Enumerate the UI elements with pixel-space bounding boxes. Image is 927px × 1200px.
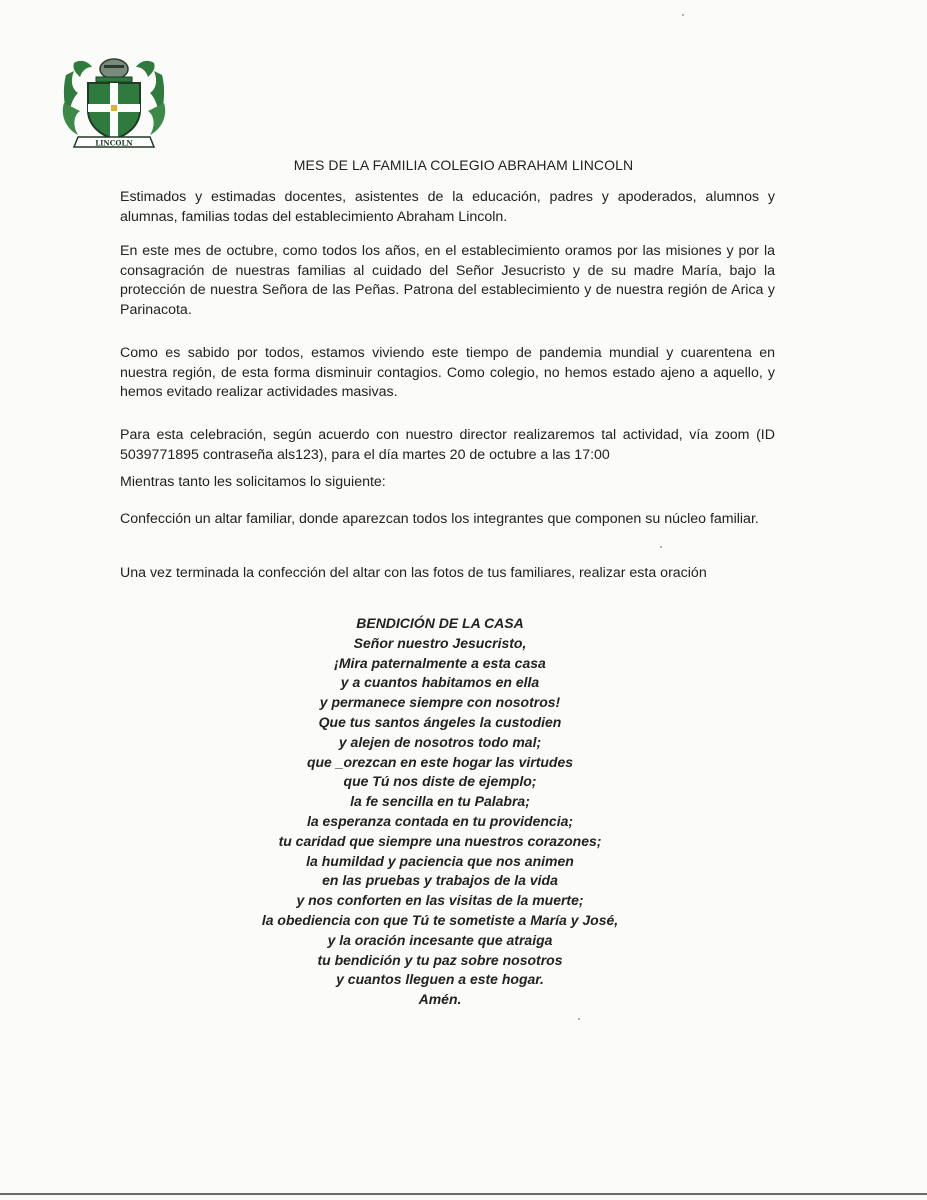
paragraph-prayer-instruction: Una vez terminada la confección del altar con las fotos de tus familiares, realizar esta oración	[120, 565, 707, 581]
prayer-line: y nos conforten en las visitas de la muerte;	[296, 892, 584, 909]
paragraph-october: En este mes de octubre, como todos los años, en el establecimiento oramos por las misiones y por la consagración de nuestras familias al cuidado del Señor Jesucristo y de su madre María, bajo la protección de nuestra Señora de las Peñas. Patrona del establecimiento y de nuestra región de Arica y Parinacota.	[120, 243, 775, 318]
school-crest-icon	[60, 55, 168, 150]
prayer-line: ¡Mira paternalmente a esta casa	[334, 654, 546, 671]
prayer-line: Que tus santos ángeles la custodien	[318, 713, 562, 730]
prayer-line: y la oración incesante que atraiga	[327, 931, 553, 948]
prayer-line: que _orezcan en este hogar las virtudes	[306, 753, 574, 770]
document-title: MES DE LA FAMILIA COLEGIO ABRAHAM LINCOLN	[293, 157, 634, 173]
prayer-line: Señor nuestro Jesucristo,	[353, 634, 527, 651]
scan-edge-line	[0, 1193, 927, 1195]
prayer-line: y permanece siempre con nosotros!	[319, 694, 561, 711]
paragraph-greeting: Estimados y estimadas docentes, asistentes de la educación, padres y apoderados, alumnos y alumnas, familias todas del establecimiento Abraham Lincoln.	[120, 189, 775, 225]
prayer-line: y alejen de nosotros todo mal;	[338, 733, 542, 750]
prayer-line: en las pruebas y trabajos de la vida	[322, 872, 558, 889]
crest-motto: LINCOLN	[95, 138, 133, 148]
prayer-line: y a cuantos habitamos en ella	[340, 674, 540, 691]
prayer-block	[0, 614, 880, 1010]
scan-speck	[578, 1018, 580, 1020]
prayer-line: y cuantos lleguen a este hogar.	[336, 971, 544, 988]
paragraph-altar: Confección un altar familiar, donde aparezcan todos los integrantes que componen su núcleo familiar.	[120, 511, 759, 527]
prayer-line: la esperanza contada en tu providencia;	[306, 812, 574, 829]
prayer-line: tu caridad que siempre una nuestros corazones;	[278, 832, 602, 849]
prayer-title: BENDICIÓN DE LA CASA	[356, 615, 524, 631]
paragraph-request: Mientras tanto les solicitamos lo siguiente:	[120, 474, 386, 490]
paragraph-celebration: Para esta celebración, según acuerdo con nuestro director realizaremos tal actividad, vía zoom (ID 5039771895 contraseña als123), para el día martes 20 de octubre a las 17:00	[120, 427, 775, 463]
scan-speck	[682, 14, 684, 16]
paragraph-pandemic: Como es sabido por todos, estamos viviendo este tiempo de pandemia mundial y cuarentena en nuestra región, de esta forma disminuir contagios. Como colegio, no hemos estado ajeno a aquello, y hemos evitado realizar actividades masivas.	[120, 345, 775, 400]
prayer-line: la obediencia con que Tú te sometiste a María y José,	[261, 911, 619, 928]
prayer-line: la fe sencilla en tu Palabra;	[350, 793, 530, 810]
prayer-line: que Tú nos diste de ejemplo;	[343, 773, 537, 790]
prayer-amen: Amén.	[418, 991, 462, 1008]
scan-speck	[660, 546, 662, 548]
prayer-line: tu bendición y tu paz sobre nosotros	[317, 951, 563, 968]
prayer-line: la humildad y paciencia que nos animen	[306, 852, 574, 869]
